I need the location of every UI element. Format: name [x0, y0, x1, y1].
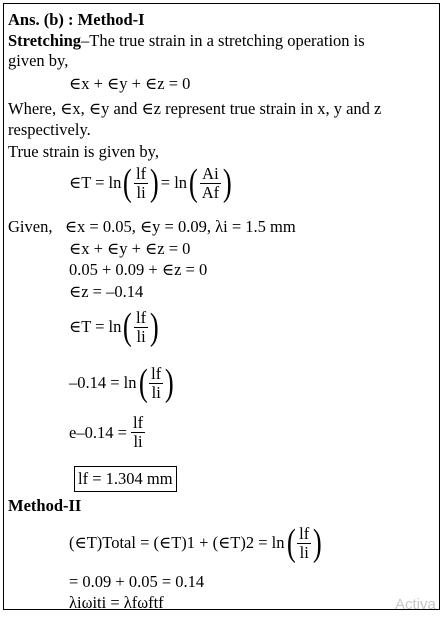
stretching-line-1 [8, 31, 365, 51]
left-paren: ( [123, 306, 133, 348]
step-6 [69, 414, 145, 451]
step-4-lhs: ∈T = ln [69, 317, 122, 336]
numerator-2: Ai [202, 163, 219, 183]
where-line-1: Where, ∈x, ∈y and ∈z represent true strain in x, y and z [8, 99, 382, 118]
method-2-sum: = 0.09 + 0.05 = 0.14 [69, 572, 205, 591]
left-paren: ( [138, 362, 148, 404]
fraction [134, 309, 148, 346]
equation-true-strain [69, 164, 234, 202]
denominator: li [136, 326, 146, 346]
equation-sum: ∈x + ∈y + ∈z = 0 [69, 74, 191, 93]
method-2-heading: Method-II [8, 496, 82, 515]
step-3: ∈z = –0.14 [69, 282, 144, 301]
denominator: li [133, 432, 143, 451]
heading: Ans. (b) : Method-I [8, 10, 145, 29]
step-5-lhs: –0.14 = ln [69, 373, 137, 392]
right-paren: ) [165, 362, 175, 404]
denominator: li [151, 382, 161, 402]
given-line [8, 217, 296, 237]
right-paren: ) [150, 306, 159, 348]
fraction-lf-li [134, 165, 148, 202]
stretching-label: Stretching [8, 31, 82, 50]
numerator: lf [136, 163, 147, 183]
step-2: 0.05 + 0.09 + ∈z = 0 [69, 260, 208, 279]
step-5 [69, 364, 176, 402]
step-6-lhs: e–0.14 = [69, 422, 127, 442]
denominator-2: Af [201, 182, 220, 202]
left-paren: ( [123, 162, 133, 204]
numerator: lf [136, 307, 147, 327]
numerator: lf [151, 363, 162, 383]
right-paren: ) [150, 162, 159, 204]
given-values: ∈x = 0.05, ∈y = 0.09, λi = 1.5 mm [64, 217, 296, 236]
fraction [297, 525, 311, 562]
stretching-line-2: given by, [8, 51, 69, 70]
true-strain-intro: True strain is given by, [8, 142, 159, 161]
right-paren: ) [313, 522, 323, 564]
fraction [149, 365, 163, 402]
denominator: li [299, 542, 309, 562]
answer-box [3, 3, 440, 610]
denominator: li [136, 182, 146, 202]
fraction [131, 414, 145, 451]
result-box: lf = 1.304 mm [74, 466, 177, 492]
method-2-lhs: (∈T)Total = (∈T)1 + (∈T)2 = ln [69, 533, 285, 552]
method-2-last: λiωiti = λfωftf [69, 593, 164, 610]
eq-mid: = ln [160, 173, 188, 192]
eq-lhs: ∈T = ln [69, 173, 122, 192]
where-line-2: respectively. [8, 120, 91, 139]
stretching-text: –The true strain in a stretching operation is [81, 31, 365, 50]
watermark-text: Activa [395, 596, 436, 613]
right-paren-2: ) [223, 162, 232, 204]
given-label: Given, [8, 217, 53, 236]
numerator: lf [133, 413, 144, 432]
numerator: lf [299, 523, 310, 543]
result-line [74, 466, 177, 492]
left-paren: ( [286, 522, 296, 564]
method-2-equation [69, 524, 324, 562]
fraction-ai-af [200, 165, 221, 202]
left-paren-2: ( [188, 162, 198, 204]
step-1: ∈x + ∈y + ∈z = 0 [69, 239, 191, 258]
step-4 [69, 308, 161, 346]
